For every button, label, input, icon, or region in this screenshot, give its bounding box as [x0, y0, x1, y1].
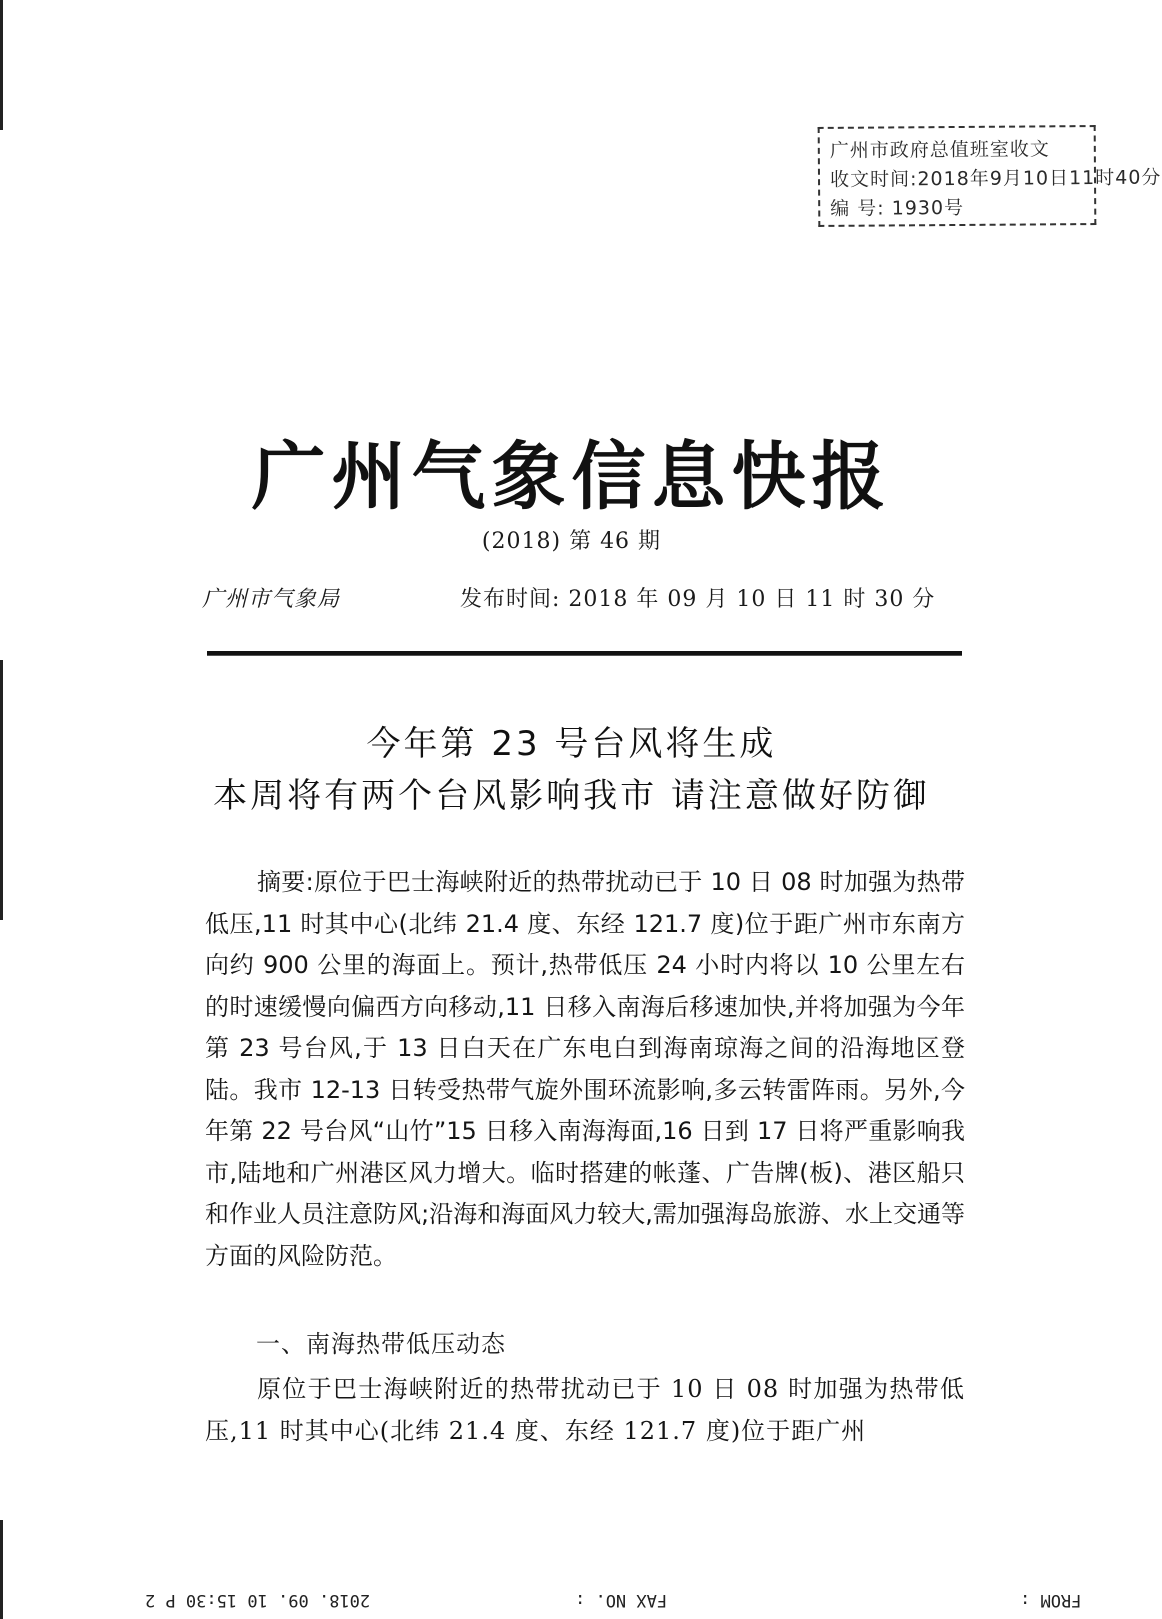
section-heading: 一、南海热带低压动态: [256, 1330, 506, 1358]
fax-footer-timestamp: 2018. 09. 10 15:30 P 2: [145, 1590, 371, 1610]
issue-number: (2018) 第 46 期: [481, 529, 662, 554]
stamp-line-office: 广州市政府总值班室收文: [829, 138, 1050, 162]
headline-line-2: 本周将有两个台风影响我市 请注意做好防御: [213, 776, 930, 816]
receipt-stamp: [818, 125, 1162, 227]
release-time: 发布时间: 2018 年 09 月 10 日 11 时 30 分: [460, 587, 936, 612]
section-paragraph: 原位于巴士海峡附近的热带扰动已于 10 日 08 时加强为热带低压,11 时其中心(北纬 21.4 度、东经 121.7 度)位于距广州: [205, 1375, 965, 1445]
scan-edge-mark: [0, 1520, 3, 1619]
fax-footer-from: FROM :: [1020, 1590, 1082, 1610]
scan-edge-mark: [0, 0, 3, 130]
issuing-agency: 广州市气象局: [202, 587, 341, 612]
fax-footer-number: FAX NO. :: [575, 1590, 668, 1610]
masthead-divider: [207, 651, 962, 656]
headline-line-1: 今年第 23 号台风将生成: [366, 724, 777, 764]
stamp-line-received-time: 收文时间:2018年9月10日11时40分: [829, 166, 1162, 191]
summary-paragraph: 摘要:原位于巴士海峡附近的热带扰动已于 10 日 08 时加强为热带低压,11 时其中心(北纬 21.4 度、东经 121.7 度)位于距广州市东南方向约 900 公里的海面上。预计,热带低压 24 小时内将以 10 公里左右的时速缓慢向偏西方向移动,11 日移入南海后移速加快,并将加强为今年第 23 号台风,于 13 日白天在广东电白到海南琼海之间的沿海地区登陆。我市 12-13 日转受热带气旋外围环流影响,多云转雷阵雨。另外,今年第 22 号台风“山竹”15 日移入南海海面,16 日到 17 日将严重影响我市,陆地和广州港区风力增大。临时搭建的帐蓬、广告牌(板)、港区船只和作业人员注意防风;沿海和海面风力较大,需加强海岛旅游、水上交通等方面的风险防范。: [205, 868, 965, 1270]
stamp-line-number: 编 号: 1930号: [830, 196, 965, 220]
masthead-title: 广州气象信息快报: [251, 434, 892, 520]
